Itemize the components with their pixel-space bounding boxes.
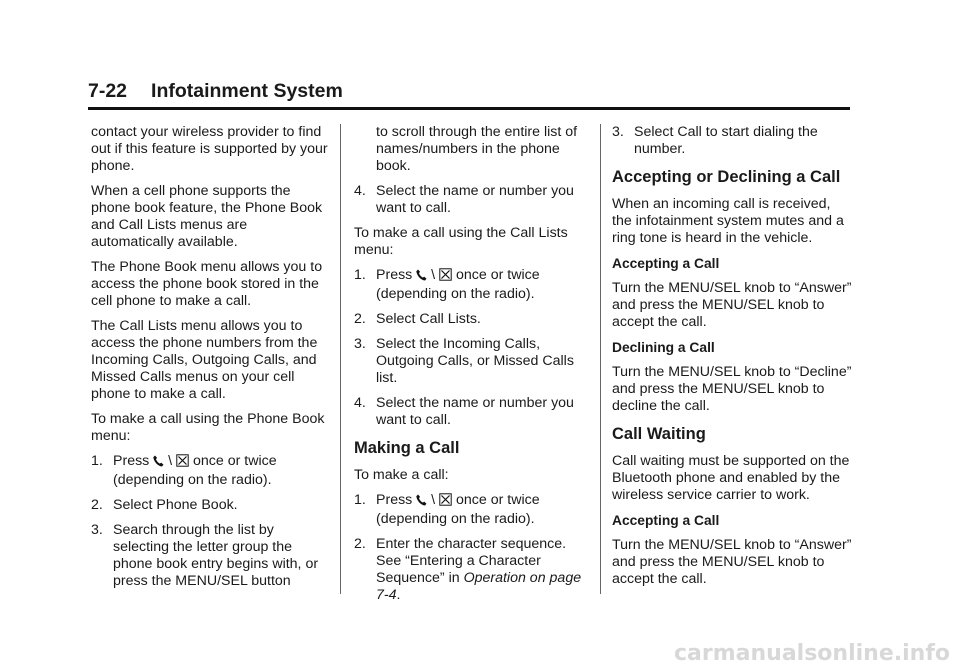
list-item (354, 267, 594, 303)
paragraph: When a cell phone supports the phone book feature, the Phone Book and Call Lists menus are automatically available. (91, 183, 323, 250)
paragraph: Turn the MENU/SEL knob to “Answer” and press the MENU/SEL knob to accept the call. (612, 280, 852, 330)
cross-reference-link[interactable]: Operation on page 7-4 (376, 570, 582, 603)
list-item (354, 395, 594, 429)
list-item (612, 124, 852, 158)
list-number: 3. (91, 522, 103, 538)
section-heading: Call Waiting (612, 425, 706, 443)
step-text: Select the Incoming Calls, Outgoing Calls, or Missed Calls list. (376, 336, 574, 386)
list-number: 1. (91, 453, 103, 469)
list-number: 2. (91, 497, 103, 513)
page-header (88, 80, 850, 110)
list-item (354, 336, 594, 387)
list-item (91, 453, 331, 489)
separator-text: \ (431, 267, 436, 283)
list-number: 1. (354, 492, 366, 508)
mute-icon (439, 268, 452, 286)
column-3 (612, 124, 852, 596)
column-divider (600, 124, 601, 594)
list-item (91, 522, 331, 590)
step-text: Enter the character sequence. See “Entering a Character Sequence” in (376, 536, 567, 586)
step-text: once or twice (depending on the radio). (376, 492, 540, 527)
list-item (354, 311, 594, 328)
paragraph: contact your wireless provider to find out if this feature is supported by your phone. (91, 124, 328, 174)
list-item (91, 497, 331, 514)
list-item (354, 492, 594, 528)
paragraph: To make a call using the Phone Book menu: (91, 411, 325, 444)
column-1 (91, 124, 331, 598)
separator-text: \ (431, 492, 436, 508)
paragraph: To make a call using the Call Lists menu: (354, 225, 568, 258)
step-text: Press (376, 267, 413, 283)
list-number: 3. (612, 124, 624, 140)
list-number: 4. (354, 395, 366, 411)
list-number: 2. (354, 311, 366, 327)
subheading: Declining a Call (612, 340, 715, 355)
step-text: Press (376, 492, 413, 508)
paragraph: To make a call: (354, 467, 449, 483)
list-number: 1. (354, 267, 366, 283)
mute-icon (176, 454, 189, 472)
phone-icon (153, 455, 164, 472)
step-text: to scroll through the entire list of names/numbers in the phone book. (376, 124, 578, 174)
list-number: 4. (354, 183, 366, 199)
list-number: 3. (354, 336, 366, 352)
step-text: once or twice (depending on the radio). (113, 453, 277, 488)
subheading: Accepting a Call (612, 513, 720, 528)
watermark: carmanualsonline.info (674, 641, 950, 666)
step-text: Select Call Lists. (376, 311, 481, 327)
paragraph: Call waiting must be supported on the Bluetooth phone and enabled by the wireless service carrier to work. (612, 453, 850, 503)
paragraph: Turn the MENU/SEL knob to “Answer” and press the MENU/SEL knob to accept the call. (612, 537, 852, 587)
phone-icon (416, 494, 427, 511)
step-text: Select Phone Book. (113, 497, 238, 513)
paragraph: Turn the MENU/SEL knob to “Decline” and press the MENU/SEL knob to decline the call. (612, 364, 852, 414)
section-heading: Accepting or Declining a Call (612, 168, 841, 186)
step-text: Press (113, 453, 150, 469)
step-text: once or twice (depending on the radio). (376, 267, 540, 302)
step-text: Search through the list by selecting the letter group the phone book entry begins with, or press the MENU/SEL button (113, 522, 319, 589)
column-2 (354, 124, 594, 612)
step-text: Select the name or number you want to call. (376, 183, 574, 216)
paragraph: When an incoming call is received, the infotainment system mutes and a ring tone is heard in the vehicle. (612, 196, 844, 246)
list-number: 2. (354, 536, 366, 552)
paragraph: The Phone Book menu allows you to access the phone book stored in the cell phone to make a call. (91, 259, 323, 309)
section-heading: Making a Call (354, 439, 460, 457)
step-text: Select the name or number you want to call. (376, 395, 574, 428)
mute-icon (439, 493, 452, 511)
subheading: Accepting a Call (612, 256, 720, 271)
section-title: Infotainment System (151, 80, 343, 102)
column-divider (340, 124, 341, 594)
list-item-continued (354, 124, 594, 175)
list-item (354, 183, 594, 217)
list-item: 2. Enter the character sequence. See “Entering a Character Sequence” in Operation on page 7-4. (354, 536, 582, 603)
page-number: 7-22 (88, 80, 128, 102)
separator-text: \ (168, 453, 173, 469)
step-text: Select Call to start dialing the number. (634, 124, 818, 157)
paragraph: The Call Lists menu allows you to access the phone numbers from the Incoming Calls, Outgoing Calls, and Missed Calls menus on your cell phone to make a call. (91, 318, 318, 402)
phone-icon (416, 269, 427, 286)
